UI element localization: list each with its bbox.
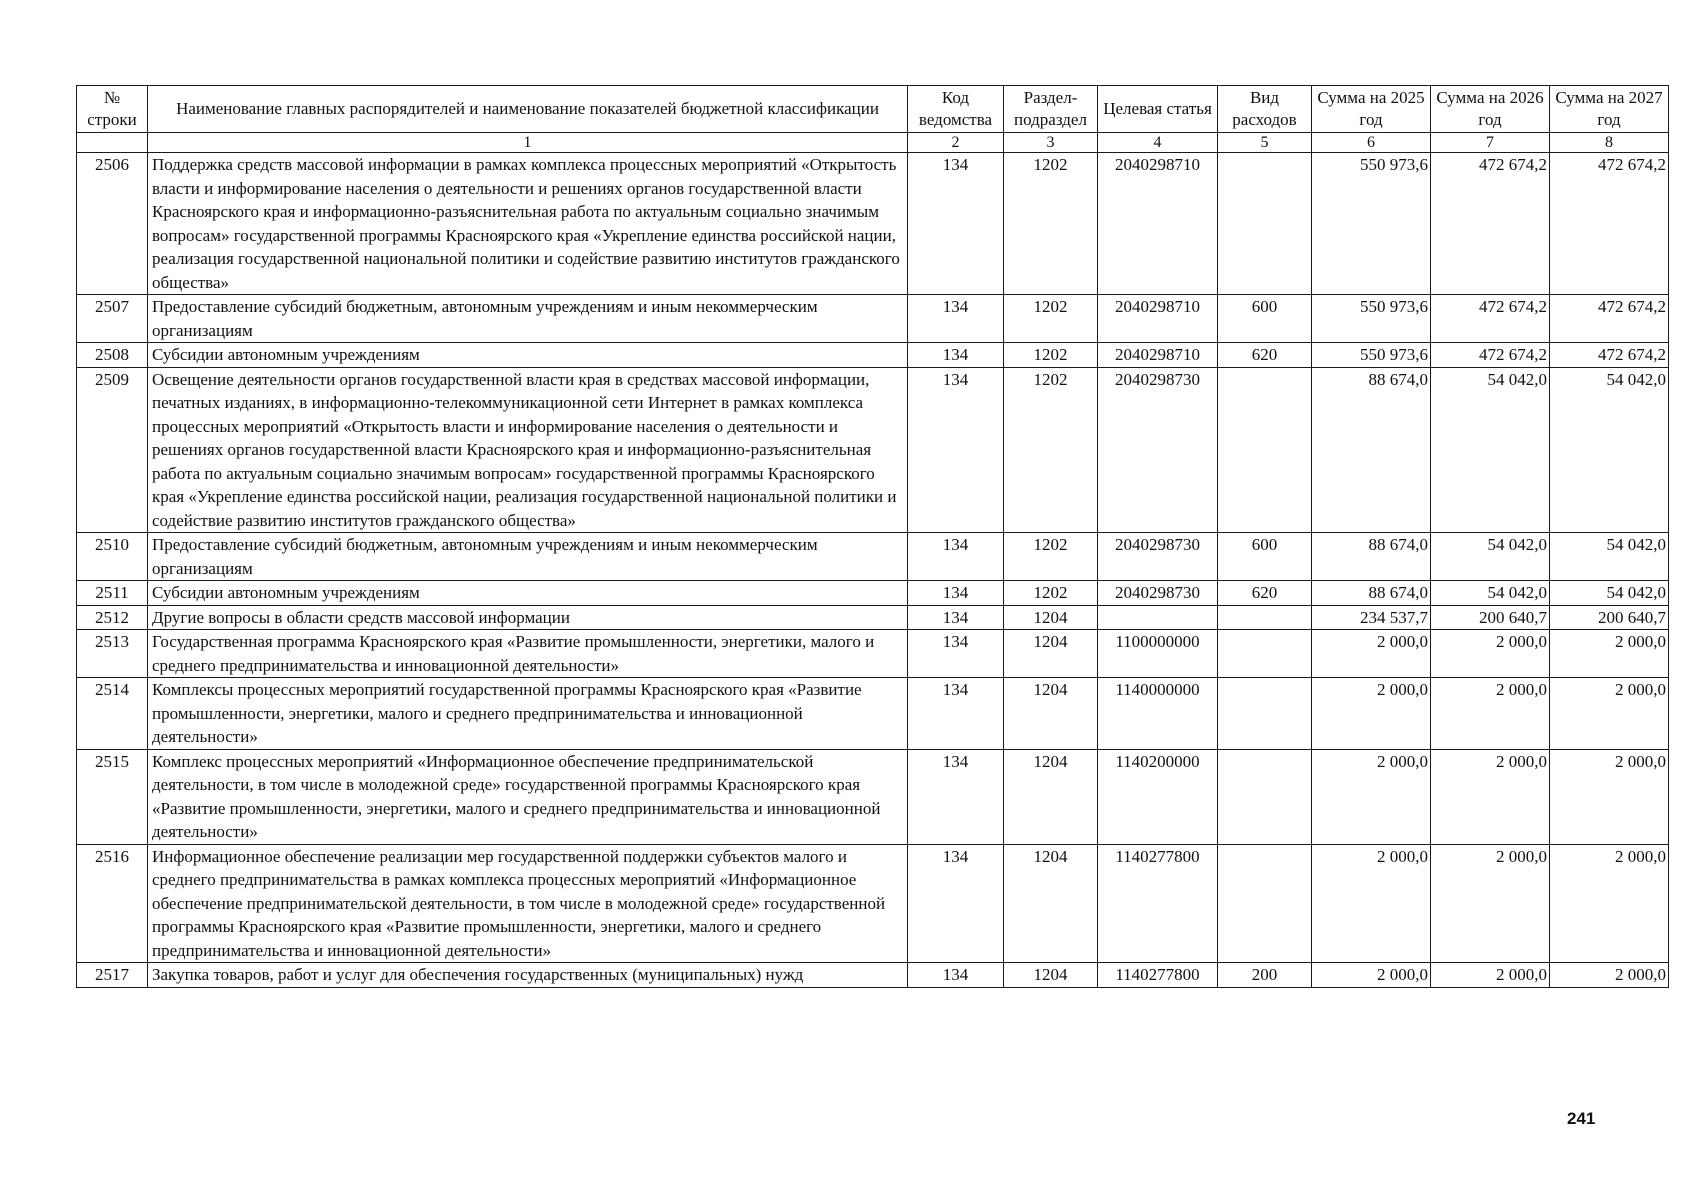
row-name: Освещение деятельности органов государственной власти края в средствах массовой информации, печатных изданиях, в информационно-телекоммуникационной сети Интернет в рамках комплекса процессных мероприятий «Открытость власти и информирование населения о деятельности и решениях органов государственной власти Красноярского края и информационно-разъяснительная работа по актуальным социально значимым вопросам» государственной программы Красноярского края «Укрепление единства российской нации, реализация государственной национальной политики и содействие развитию институтов гражданского общества»	[148, 367, 908, 533]
row-sum-2025: 88 674,0	[1312, 581, 1431, 606]
row-sum-2025: 2 000,0	[1312, 963, 1431, 988]
row-dept-code: 134	[908, 844, 1004, 963]
row-name: Государственная программа Красноярского края «Развитие промышленности, энергетики, малого и среднего предпринимательства и инновационной деятельности»	[148, 630, 908, 678]
row-name: Поддержка средств массовой информации в рамках комплекса процессных мероприятий «Открытость власти и информирование населения о деятельности и решениях органов государственной власти Красноярского края и информационно-разъяснительная работа по актуальным социально значимым вопросам» государственной программы Красноярского края «Укрепление единства российской нации, реализация государственной национальной политики и содействие развитию институтов гражданского общества»	[148, 153, 908, 295]
row-sum-2026: 54 042,0	[1431, 533, 1550, 581]
row-number: 2507	[77, 295, 148, 343]
row-target: 1140200000	[1098, 749, 1218, 844]
row-sum-2026: 472 674,2	[1431, 153, 1550, 295]
row-sum-2026: 472 674,2	[1431, 295, 1550, 343]
row-dept-code: 134	[908, 581, 1004, 606]
row-sum-2027: 2 000,0	[1550, 749, 1669, 844]
row-sum-2025: 550 973,6	[1312, 295, 1431, 343]
row-section: 1202	[1004, 533, 1098, 581]
table-row	[77, 678, 1669, 750]
table-row	[77, 367, 1669, 533]
table-row	[77, 630, 1669, 678]
budget-table	[76, 85, 1669, 988]
row-name: Субсидии автономным учреждениям	[148, 581, 908, 606]
row-number: 2517	[77, 963, 148, 988]
row-exp-type	[1218, 367, 1312, 533]
column-number: 3	[1004, 133, 1098, 153]
column-number: 5	[1218, 133, 1312, 153]
row-exp-type	[1218, 844, 1312, 963]
row-dept-code: 134	[908, 295, 1004, 343]
row-dept-code: 134	[908, 153, 1004, 295]
row-exp-type: 620	[1218, 581, 1312, 606]
row-dept-code: 134	[908, 343, 1004, 368]
header-sum-2027: Сумма на 2027 год	[1550, 86, 1669, 133]
row-number: 2515	[77, 749, 148, 844]
row-sum-2025: 88 674,0	[1312, 367, 1431, 533]
row-name: Другие вопросы в области средств массовой информации	[148, 605, 908, 630]
table-row	[77, 581, 1669, 606]
row-sum-2025: 234 537,7	[1312, 605, 1431, 630]
table-row	[77, 295, 1669, 343]
row-sum-2027: 54 042,0	[1550, 533, 1669, 581]
header-sum-2025: Сумма на 2025 год	[1312, 86, 1431, 133]
row-sum-2026: 2 000,0	[1431, 963, 1550, 988]
row-section: 1204	[1004, 678, 1098, 750]
column-number-row	[77, 133, 1669, 153]
column-number: 8	[1550, 133, 1669, 153]
row-sum-2027: 472 674,2	[1550, 343, 1669, 368]
table-body	[77, 153, 1669, 988]
row-number: 2510	[77, 533, 148, 581]
header-row-no: № строки	[77, 86, 148, 133]
row-sum-2027: 200 640,7	[1550, 605, 1669, 630]
header-name: Наименование главных распорядителей и наименование показателей бюджетной классификации	[148, 86, 908, 133]
row-sum-2026: 200 640,7	[1431, 605, 1550, 630]
row-number: 2509	[77, 367, 148, 533]
row-sum-2025: 2 000,0	[1312, 630, 1431, 678]
row-sum-2025: 550 973,6	[1312, 343, 1431, 368]
row-sum-2025: 550 973,6	[1312, 153, 1431, 295]
row-sum-2026: 2 000,0	[1431, 678, 1550, 750]
row-number: 2513	[77, 630, 148, 678]
row-exp-type	[1218, 678, 1312, 750]
row-name: Комплексы процессных мероприятий государственной программы Красноярского края «Развитие промышленности, энергетики, малого и среднего предпринимательства и инновационной деятельности»	[148, 678, 908, 750]
row-number: 2514	[77, 678, 148, 750]
header-dept-code: Код ведомства	[908, 86, 1004, 133]
row-target: 1140277800	[1098, 844, 1218, 963]
row-section: 1202	[1004, 343, 1098, 368]
row-sum-2026: 54 042,0	[1431, 581, 1550, 606]
table-row	[77, 343, 1669, 368]
budget-table-sheet	[76, 85, 1668, 988]
row-sum-2025: 88 674,0	[1312, 533, 1431, 581]
row-target: 1140000000	[1098, 678, 1218, 750]
row-name: Предоставление субсидий бюджетным, автономным учреждениям и иным некоммерческим организациям	[148, 533, 908, 581]
header-exp-type: Вид расходов	[1218, 86, 1312, 133]
row-name: Информационное обеспечение реализации мер государственной поддержки субъектов малого и среднего предпринимательства в рамках комплекса процессных мероприятий «Информационное обеспечение предпринимательской деятельности, в том числе в молодежной среде» государственной программы Красноярского края «Развитие промышленности, энергетики, малого и среднего предпринимательства и инновационной деятельности»	[148, 844, 908, 963]
row-target: 2040298730	[1098, 533, 1218, 581]
header-sum-2026: Сумма на 2026 год	[1431, 86, 1550, 133]
row-exp-type	[1218, 605, 1312, 630]
row-section: 1204	[1004, 749, 1098, 844]
table-header	[77, 86, 1669, 153]
row-sum-2026: 2 000,0	[1431, 749, 1550, 844]
column-number: 2	[908, 133, 1004, 153]
row-section: 1202	[1004, 295, 1098, 343]
row-sum-2027: 54 042,0	[1550, 367, 1669, 533]
row-target	[1098, 605, 1218, 630]
row-sum-2025: 2 000,0	[1312, 749, 1431, 844]
row-sum-2026: 2 000,0	[1431, 630, 1550, 678]
row-target: 1140277800	[1098, 963, 1218, 988]
column-number: 6	[1312, 133, 1431, 153]
row-section: 1204	[1004, 630, 1098, 678]
header-section: Раздел-подраздел	[1004, 86, 1098, 133]
row-target: 2040298730	[1098, 581, 1218, 606]
column-number: 1	[148, 133, 908, 153]
row-sum-2026: 54 042,0	[1431, 367, 1550, 533]
table-row	[77, 605, 1669, 630]
table-row	[77, 844, 1669, 963]
table-row	[77, 963, 1669, 988]
row-dept-code: 134	[908, 963, 1004, 988]
row-sum-2027: 2 000,0	[1550, 630, 1669, 678]
row-target: 2040298710	[1098, 295, 1218, 343]
row-name: Закупка товаров, работ и услуг для обеспечения государственных (муниципальных) нужд	[148, 963, 908, 988]
row-exp-type: 200	[1218, 963, 1312, 988]
table-row	[77, 533, 1669, 581]
column-number: 7	[1431, 133, 1550, 153]
row-sum-2027: 472 674,2	[1550, 295, 1669, 343]
row-exp-type: 600	[1218, 295, 1312, 343]
column-number	[77, 133, 148, 153]
row-section: 1204	[1004, 844, 1098, 963]
row-sum-2027: 2 000,0	[1550, 844, 1669, 963]
row-target: 1100000000	[1098, 630, 1218, 678]
row-dept-code: 134	[908, 367, 1004, 533]
row-number: 2511	[77, 581, 148, 606]
row-dept-code: 134	[908, 533, 1004, 581]
row-sum-2027: 54 042,0	[1550, 581, 1669, 606]
row-section: 1204	[1004, 605, 1098, 630]
row-target: 2040298710	[1098, 343, 1218, 368]
header-target: Целевая статья	[1098, 86, 1218, 133]
row-exp-type: 600	[1218, 533, 1312, 581]
row-target: 2040298710	[1098, 153, 1218, 295]
row-number: 2508	[77, 343, 148, 368]
row-dept-code: 134	[908, 749, 1004, 844]
row-number: 2512	[77, 605, 148, 630]
row-section: 1202	[1004, 367, 1098, 533]
column-number: 4	[1098, 133, 1218, 153]
row-name: Субсидии автономным учреждениям	[148, 343, 908, 368]
row-sum-2025: 2 000,0	[1312, 678, 1431, 750]
row-exp-type: 620	[1218, 343, 1312, 368]
row-dept-code: 134	[908, 630, 1004, 678]
row-sum-2025: 2 000,0	[1312, 844, 1431, 963]
row-number: 2516	[77, 844, 148, 963]
row-sum-2027: 472 674,2	[1550, 153, 1669, 295]
row-name: Предоставление субсидий бюджетным, автономным учреждениям и иным некоммерческим организациям	[148, 295, 908, 343]
row-section: 1204	[1004, 963, 1098, 988]
row-section: 1202	[1004, 581, 1098, 606]
row-sum-2026: 472 674,2	[1431, 343, 1550, 368]
row-sum-2027: 2 000,0	[1550, 963, 1669, 988]
row-name: Комплекс процессных мероприятий «Информационное обеспечение предпринимательской деятельности, в том числе в молодежной среде» государственной программы Красноярского края «Развитие промышленности, энергетики, малого и среднего предпринимательства и инновационной деятельности»	[148, 749, 908, 844]
table-row	[77, 749, 1669, 844]
row-number: 2506	[77, 153, 148, 295]
table-row	[77, 153, 1669, 295]
row-exp-type	[1218, 153, 1312, 295]
row-exp-type	[1218, 630, 1312, 678]
row-dept-code: 134	[908, 605, 1004, 630]
row-dept-code: 134	[908, 678, 1004, 750]
page-number: 241	[1567, 1109, 1596, 1128]
row-sum-2027: 2 000,0	[1550, 678, 1669, 750]
row-exp-type	[1218, 749, 1312, 844]
row-section: 1202	[1004, 153, 1098, 295]
row-sum-2026: 2 000,0	[1431, 844, 1550, 963]
row-target: 2040298730	[1098, 367, 1218, 533]
